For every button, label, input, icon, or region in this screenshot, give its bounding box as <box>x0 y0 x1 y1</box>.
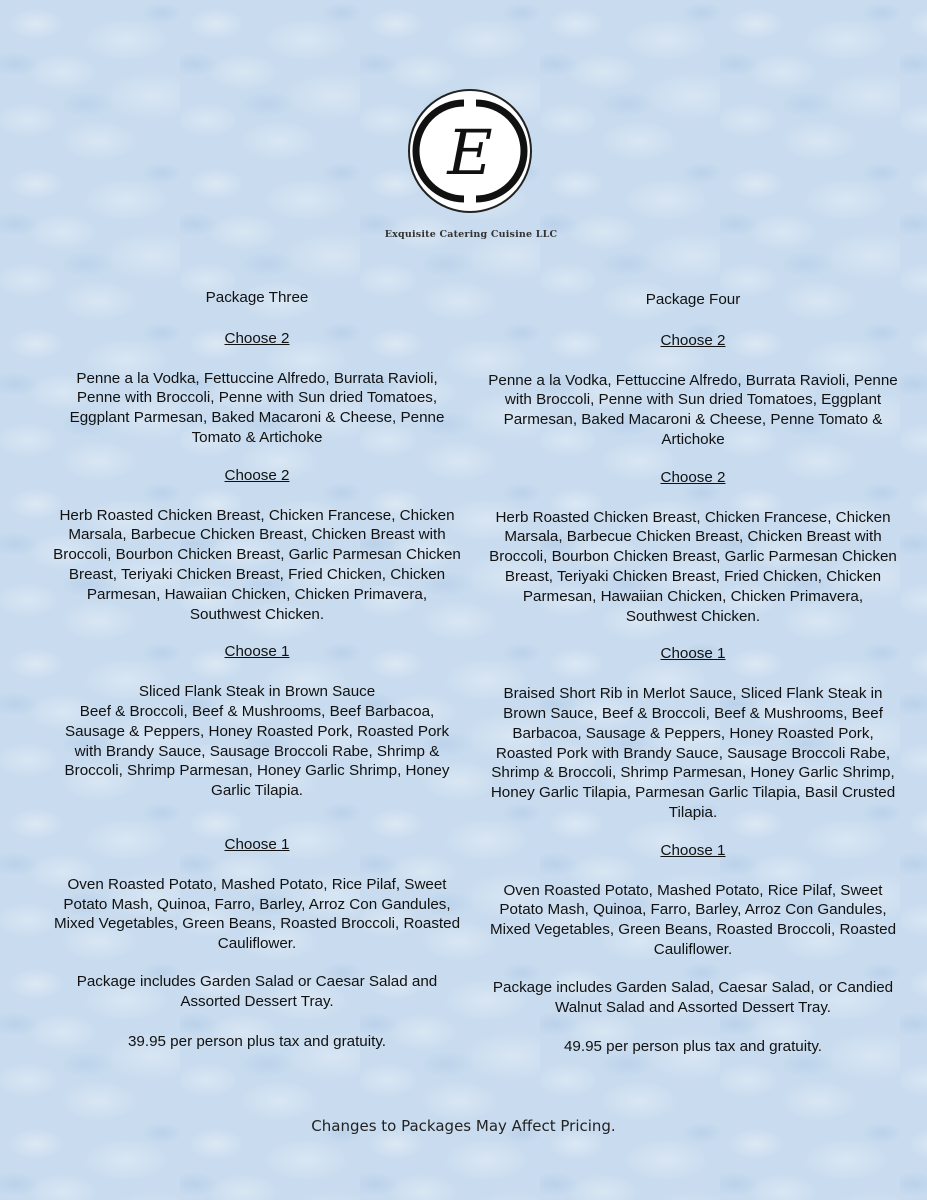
meat-options: Braised Short Rib in Merlot Sauce, Sliced Flank Steak in Brown Sauce, Beef & Broccoli, Beef & Mushrooms, Beef Barbacoa, Sausage & Peppers, Honey Roasted Pork, Roasted Pork with Brandy Sauce, Sausage Broccoli Rabe, Shrimp & Broccoli, Shrimp Parmesan, Honey Garlic Shrimp, Honey Garlic Tilapia, Parmesan Garlic Tilapia, Basil Crusted Tilapia. <box>490 685 896 821</box>
pasta-options: Penne a la Vodka, Fettuccine Alfredo, Burrata Ravioli, Penne with Broccoli, Penne with Sun dried Tomatoes, Eggplant Parmesan, Baked Macaroni & Cheese, Penne Tomato & Artichoke <box>488 371 898 448</box>
section-heading: Choose 1 <box>224 643 290 661</box>
package-price: 39.95 per person plus tax and gratuity. <box>127 1032 387 1050</box>
package-three-column <box>53 288 461 1051</box>
company-name: Exquisite Catering Cuisine LLC <box>384 229 558 240</box>
chicken-options: Herb Roasted Chicken Breast, Chicken Francese, Chicken Marsala, Barbecue Chicken Breast, Chicken Breast with Broccoli, Bourbon Chicken Breast, Garlic Parmesan Chicken Breast, Teriyaki Chicken Breast, Fried Chicken, Chicken Parmesan, Hawaiian Chicken, Chicken Primavera, Southwest Chicken. <box>489 508 897 625</box>
side-options: Oven Roasted Potato, Mashed Potato, Rice Pilaf, Sweet Potato Mash, Quinoa, Farro, Barley, Arroz Con Gandules, Mixed Vegetables, Green Beans, Roasted Broccoli, Roasted Cauliflower. <box>489 881 897 958</box>
company-logo <box>407 88 533 214</box>
pricing-disclaimer: Changes to Packages May Affect Pricing. <box>311 1117 616 1135</box>
section-heading: Choose 2 <box>224 329 290 347</box>
package-four-column <box>487 290 899 1057</box>
pasta-options: Penne a la Vodka, Fettuccine Alfredo, Burrata Ravioli, Penne with Broccoli, Penne with Sun dried Tomatoes, Eggplant Parmesan, Baked Macaroni & Cheese, Penne Tomato & Artichoke <box>69 369 445 446</box>
package-includes: Package includes Garden Salad or Caesar Salad and Assorted Dessert Tray. <box>76 972 438 1010</box>
meat-options: Beef & Broccoli, Beef & Mushrooms, Beef Barbacoa, Sausage & Peppers, Honey Roasted Pork, Roasted Pork with Brandy Sauce, Sausage Broccoli Rabe, Shrimp & Broccoli, Shrimp Parmesan, Honey Garlic Shrimp, Honey Garlic Tilapia. <box>64 702 450 800</box>
logo-letter: E <box>447 116 493 189</box>
section-heading: Choose 1 <box>660 645 726 663</box>
section-heading: Choose 1 <box>224 835 290 853</box>
section-heading: Choose 2 <box>224 466 290 484</box>
package-includes: Package includes Garden Salad, Caesar Salad, or Candied Walnut Salad and Assorted Dessert Tray. <box>492 978 894 1016</box>
package-price: 49.95 per person plus tax and gratuity. <box>563 1038 823 1056</box>
package-title: Package Four <box>645 291 741 308</box>
section-heading: Choose 2 <box>660 331 726 349</box>
section-heading: Choose 2 <box>660 468 726 486</box>
chicken-options: Herb Roasted Chicken Breast, Chicken Francese, Chicken Marsala, Barbecue Chicken Breast, Chicken Breast with Broccoli, Bourbon Chicken Breast, Garlic Parmesan Chicken Breast, Teriyaki Chicken Breast, Fried Chicken, Chicken Parmesan, Hawaiian Chicken, Chicken Primavera, Southwest Chicken. <box>53 506 461 623</box>
meat-options-first: Sliced Flank Steak in Brown Sauce <box>138 683 376 701</box>
section-heading: Choose 1 <box>660 841 726 859</box>
package-title: Package Three <box>205 289 309 306</box>
side-options: Oven Roasted Potato, Mashed Potato, Rice Pilaf, Sweet Potato Mash, Quinoa, Farro, Barley, Arroz Con Gandules, Mixed Vegetables, Green Beans, Roasted Broccoli, Roasted Cauliflower. <box>53 875 461 953</box>
